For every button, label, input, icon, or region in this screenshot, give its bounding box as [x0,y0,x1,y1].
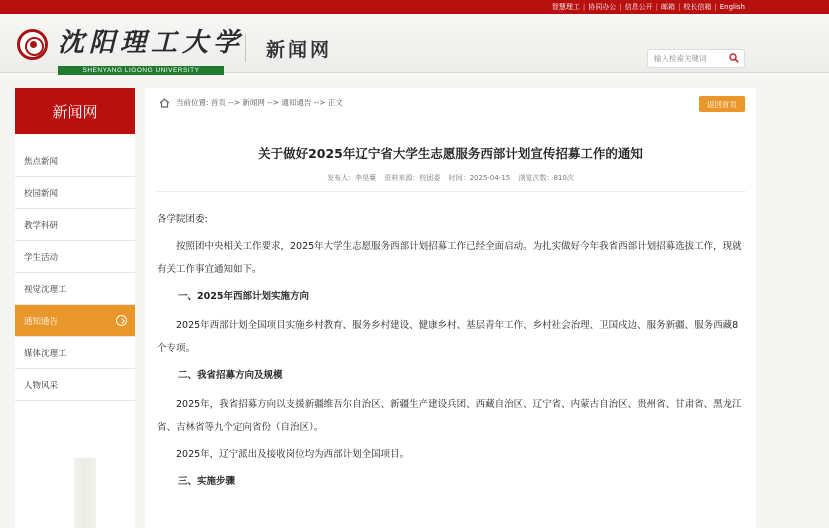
section-heading: 三、实施步骤 [178,476,236,487]
article-meta [145,173,756,183]
sidebar-item-label: 焦点新闻 [24,156,59,167]
sidebar-title: 新闻网 [15,88,135,134]
sidebar-item-label: 校园新闻 [24,188,59,199]
top-bar [0,0,829,14]
sidebar-decoration [74,458,96,528]
top-links: 智慧理工 | 协同办公 | 信息公开 | 邮箱 | 校长信箱 | English [551,3,745,11]
main-content [145,88,756,528]
home-icon [159,98,170,108]
section-paragraph: 2025年，辽宁派出及接收岗位均为西部计划全国项目。 [176,449,410,460]
article-source: 资料来源：校团委 [384,174,441,182]
sidebar-item-media[interactable] [15,337,135,369]
section-heading: 一、2025年西部计划实施方向 [178,291,309,302]
sidebar-item-people[interactable] [15,369,135,401]
back-home-button[interactable]: 返回首页 [699,96,745,112]
section-heading: 二、我省招募方向及规模 [178,370,283,381]
top-link-info[interactable]: 信息公开 [624,3,653,11]
school-name-en: SHENYANG LIGONG UNIVERSITY [58,66,224,75]
top-link-office[interactable]: 协同办公 [588,3,617,11]
sidebar-item-label: 学生活动 [24,252,59,263]
school-name-logo[interactable]: 沈阳理工大学 [58,28,245,58]
sidebar-item-notices[interactable] [15,305,135,337]
section-paragraph: 2025年，我省招募方向以支援新疆维吾尔自治区、新疆生产建设兵团、西藏自治区、辽宁省、内蒙古自治区、贵州省、甘肃省、黑龙江省、吉林省等九个定向省份（自治区）。 [157,399,742,433]
sidebar-item-label: 人物风采 [24,380,59,391]
section-paragraph: 2025年西部计划全国项目实施乡村教育、服务乡村建设、健康乡村、基层青年工作、乡村社会治理、卫国戍边、服务新疆、服务西藏8个专项。 [157,320,739,354]
sidebar-item-focus-news[interactable] [15,145,135,177]
sidebar [15,88,135,528]
search-box [647,49,745,68]
sidebar-item-label: 媒体沈理工 [24,348,67,359]
sidebar-list [15,145,135,401]
article-title: 关于做好2025年辽宁省大学生志愿服务西部计划宣传招募工作的通知 [258,146,643,161]
top-link-english[interactable]: English [719,3,745,11]
top-link-president[interactable]: 校长信箱 [683,3,712,11]
sidebar-item-campus-news[interactable] [15,177,135,209]
article-intro: 按照团中央相关工作要求，2025年大学生志愿服务西部计划招募工作已经全面启动。为扎实做好今年我省西部计划招募选拔工作，现就有关工作事宜通知如下。 [157,241,742,275]
site-title: 新闻网 [266,39,333,61]
sidebar-item-student-activities[interactable] [15,241,135,273]
sidebar-item-label: 视觉沈理工 [24,284,67,295]
top-link-smart[interactable]: 智慧理工 [551,3,580,11]
header-divider [245,34,246,62]
breadcrumb-text[interactable]: 当前位置: 首页 --> 新闻网 --> 通知通告 --> 正文 [176,98,343,107]
chevron-right-circle-icon [116,315,127,326]
divider [155,191,746,192]
breadcrumb [159,97,343,108]
article-body [157,208,747,499]
article-date: 时间：2025-04-15 [448,174,511,182]
top-link-mail[interactable]: 邮箱 [661,3,675,11]
article-salutation: 各学院团委: [157,214,208,225]
sidebar-item-teaching-research[interactable] [15,209,135,241]
sidebar-item-label: 教学科研 [24,220,59,231]
article-views: 浏览次数：810次 [518,174,574,182]
sidebar-item-visual[interactable] [15,273,135,305]
search-icon[interactable] [729,53,739,63]
search-input[interactable] [648,50,732,67]
site-header [0,14,829,73]
sidebar-item-label: 通知通告 [24,316,59,327]
school-emblem-icon[interactable] [17,29,48,60]
article-author: 发布人：李昊篥 [327,174,377,182]
